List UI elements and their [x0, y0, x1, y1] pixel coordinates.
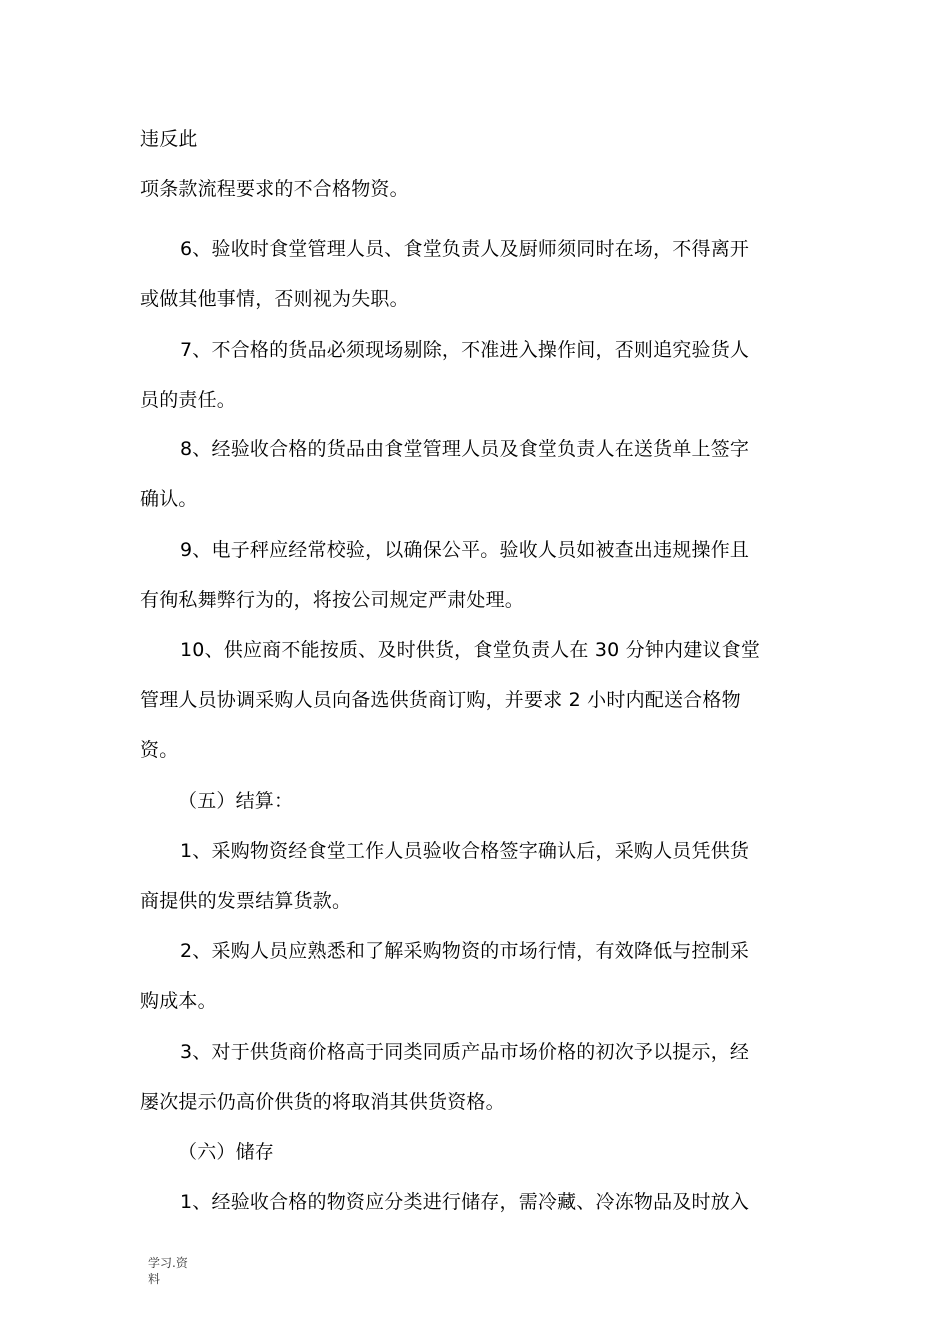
text-line-1: 违反此: [140, 128, 198, 150]
text-line-2: 项条款流程要求的不合格物资。: [140, 178, 409, 200]
text-line-12: 管理人员协调采购人员向备选供货商订购，并要求 2 小时内配送合格物: [140, 689, 741, 711]
text-line-19: 3、对于供货商价格高于同类同质产品市场价格的初次予以提示，经: [180, 1041, 750, 1063]
text-line-6: 员的责任。: [140, 389, 237, 411]
text-line-10: 有徇私舞弊行为的，将按公司规定严肃处理。: [140, 589, 525, 611]
page-footer: [148, 1255, 188, 1287]
text-line-17: 2、采购人员应熟悉和了解采购物资的市场行情，有效降低与控制采: [180, 940, 750, 962]
text-line-22: 1、经验收合格的物资应分类进行储存，需冷藏、冷冻物品及时放入: [180, 1191, 750, 1213]
footer-line-1: 学习.资: [148, 1256, 188, 1270]
text-line-20: 屡次提示仍高价供货的将取消其供货资格。: [140, 1091, 505, 1113]
footer-line-2: 料: [148, 1272, 161, 1286]
text-line-15: 1、采购物资经食堂工作人员验收合格签字确认后，采购人员凭供货: [180, 840, 750, 862]
text-line-5: 7、不合格的货品必须现场剔除，不准进入操作间，否则追究验货人: [180, 339, 750, 361]
text-line-21: （六）储存: [178, 1141, 275, 1163]
text-line-14: （五）结算：: [178, 790, 294, 812]
text-line-8: 确认。: [140, 488, 198, 510]
text-line-11: 10、供应商不能按质、及时供货，食堂负责人在 30 分钟内建议食堂: [180, 639, 761, 661]
text-line-7: 8、经验收合格的货品由食堂管理人员及食堂负责人在送货单上签字: [180, 438, 750, 460]
text-line-3: 6、验收时食堂管理人员、食堂负责人及厨师须同时在场，不得离开: [180, 238, 750, 260]
text-line-18: 购成本。: [140, 990, 217, 1012]
text-line-13: 资。: [140, 739, 179, 761]
text-line-16: 商提供的发票结算货款。: [140, 890, 352, 912]
text-line-9: 9、电子秤应经常校验，以确保公平。验收人员如被查出违规操作且: [180, 539, 750, 561]
text-line-4: 或做其他事情，否则视为失职。: [140, 288, 409, 310]
